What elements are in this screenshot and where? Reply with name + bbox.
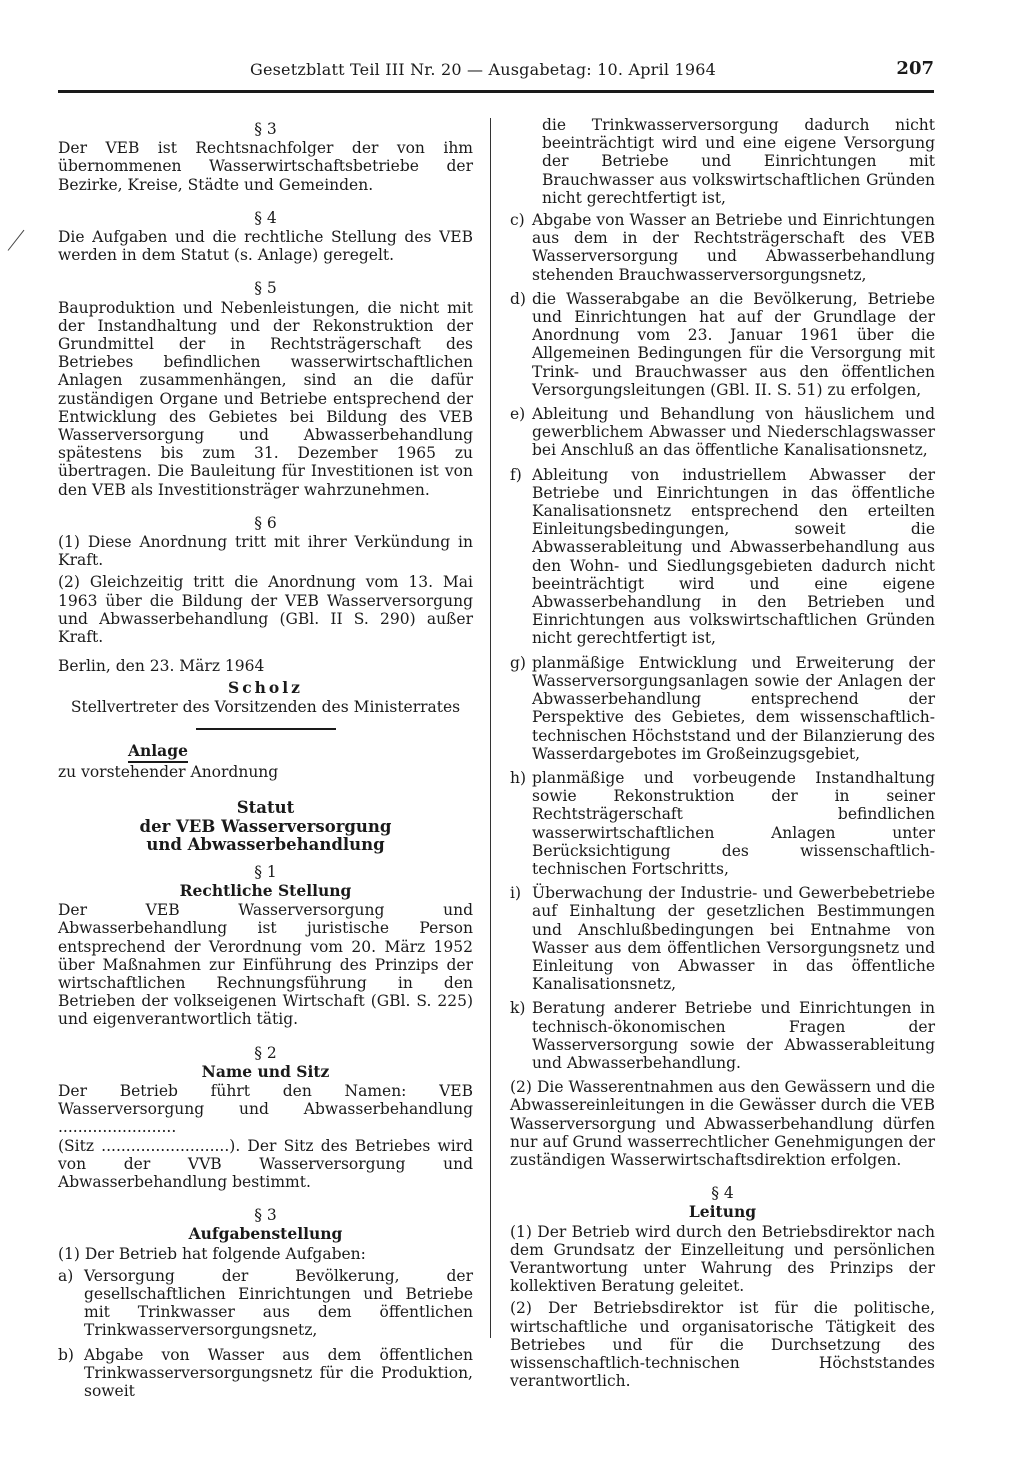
- statut-title: [58, 799, 473, 855]
- statut-section-2-heading: § 2: [254, 1043, 277, 1062]
- statut-title-line-3: und Abwasserbehandlung: [146, 835, 385, 855]
- list-item-label: d): [510, 289, 526, 308]
- list-item-label: h): [510, 768, 527, 787]
- statut-section-3-paragraph-2: (2) Die Wasserentnahmen aus den Gewässern und die Abwassereinleitungen in die Gewässer durch die VEB Wasserversorgung und Abwasserbehandlung dürfen nur auf Grund wasserrechtlicher Genehmigungen der zuständigen Wasserwirtschaftsdirektion erfolgen.: [510, 1078, 935, 1169]
- statut-section-2-line-2: (Sitz ..........................). Der Sitz des Betriebes wird von der VVB Wasserversorgung und Abwasserbehandlung bestimmt.: [58, 1136, 473, 1192]
- statut-section-3-title: Aufgabenstellung: [188, 1224, 343, 1244]
- section-4-text: Die Aufgaben und die rechtliche Stellung des VEB werden in dem Statut (s. Anlage) geregelt.: [58, 228, 473, 265]
- page-header: [58, 58, 934, 93]
- list-item-label: k): [510, 999, 526, 1018]
- page-number: 207: [896, 58, 934, 79]
- margin-pencil-mark: [8, 230, 25, 251]
- signer-name: Scholz: [228, 678, 303, 698]
- anlage-heading: Anlage: [128, 742, 188, 763]
- list-item: [510, 405, 935, 460]
- list-item-label: b): [58, 1345, 74, 1364]
- statut-section-4-paragraph-2: (2) Der Betriebsdirektor ist für die politische, wirtschaftliche und organisatorische Tätigkeit des Betriebes und für die Durchsetzung des wissenschaftlich-technischen Höchststandes verantwortlich.: [510, 1299, 935, 1391]
- list-item-text: Versorgung der Bevölkerung, der gesellschaftlichen Einrichtungen und Betriebe mit Trinkwasser aus dem öffentlichen Trinkwasserversorgungsnetz,: [84, 1266, 473, 1340]
- list-item: [510, 884, 935, 993]
- list-item: [510, 211, 935, 284]
- section-6-paragraph-1: (1) Diese Anordnung tritt mit ihrer Verkündung in Kraft.: [58, 533, 473, 570]
- list-item-label: c): [510, 211, 525, 230]
- signer-role: Stellvertreter des Vorsitzenden des Ministerrates: [70, 697, 461, 716]
- list-item-label: e): [510, 405, 526, 424]
- list-item-text: Ableitung von industriellem Abwasser der Betriebe und Einrichtungen in das öffentliche Kanalisationsnetz entsprechend den erteilten Einleitungsbedingungen, soweit die Abwasserableitung und Abwasserbehandlung aus den Wohn- und Siedlungsgebieten dadurch nicht beeinträchtigt wird und eine eigene Abwasserbehandlung in den Betrieben und Einrichtungen aus volkswirtschaftlichen Gründen nicht gerechtfertigt ist,: [532, 465, 935, 648]
- column-divider: [490, 118, 491, 1338]
- statut-section-4-heading: § 4: [711, 1184, 734, 1203]
- list-item-text: Überwachung der Industrie- und Gewerbebetriebe auf Einhaltung der gesetzlichen Bestimmungen und Anschlußbedingungen bei Entnahme von Wasser aus dem öffentlichen Versorgungsnetz und Einleitung von Abwasser in das öffentliche Kanalisationsnetz,: [532, 884, 935, 994]
- statut-title-line-2: der VEB Wasserversorgung: [139, 816, 392, 836]
- list-item-label: a): [58, 1266, 74, 1285]
- statut-section-3-heading: § 3: [254, 1206, 277, 1225]
- section-5-heading: § 5: [254, 279, 277, 298]
- right-column: [510, 116, 935, 1394]
- statut-section-2-title: Name und Sitz: [201, 1061, 330, 1081]
- list-item-text: Beratung anderer Betriebe und Einrichtungen in technisch-ökonomischen Fragen der Wasserversorgung sowie der Abwasserableitung und Abwasserbehandlung.: [532, 999, 935, 1072]
- statut-section-1-text: Der VEB Wasserversorgung und Abwasserbehandlung ist juristische Person entsprechend der Verordnung vom 20. März 1952 über Maßnahmen zur Einführung des Prinzips der wirtschaftlichen Rechnungsführung in den Betrieben der volkseigenen Wirtschaft (GBl. S. 225) und eigenverantwortlich tätig.: [58, 901, 473, 1029]
- list-item-text: die Wasserabgabe an die Bevölkerung, Betriebe und Einrichtungen hat auf der Grundlage der Anordnung vom 23. Januar 1961 über die Allgemeinen Bedingungen für die Versorgung mit Trink- und Brauchwasser aus den öffentlichen Versorgungsleitungen (GBl. II. S. 51) zu erfolgen,: [532, 289, 935, 399]
- left-column: [58, 116, 473, 1406]
- statut-section-4-paragraph-1: (1) Der Betrieb wird durch den Betriebsdirektor nach dem Grundsatz der Einzelleitung und persönlichen Verantwortung unter Wahrung des Prinzips der kollektiven Beratung geleitet.: [510, 1222, 935, 1296]
- place-date: Berlin, den 23. März 1964: [58, 657, 265, 676]
- statut-section-1-heading: § 1: [254, 862, 277, 881]
- list-item: [510, 999, 935, 1072]
- list-item-label: f): [510, 465, 522, 484]
- list-item-text: Ableitung und Behandlung von häuslichem und gewerblichem Abwasser und Niederschlagswasser bei Anschluß an das öffentliche Kanalisationsnetz,: [532, 405, 935, 460]
- list-item-text: Abgabe von Wasser an Betriebe und Einrichtungen aus dem in der Rechtsträgerschaft des VEB Wasserversorgung und Abwasserbehandlung stehenden Brauchwasserversorgungsnetz,: [532, 211, 935, 284]
- list-item: [510, 290, 935, 399]
- statut-section-4-title: Leitung: [688, 1202, 757, 1222]
- separator-rule: [196, 728, 336, 730]
- section-3-heading: § 3: [254, 120, 277, 138]
- list-item: [58, 1346, 473, 1401]
- section-3-text: Der VEB ist Rechtsnachfolger der von ihm übernommenen Wasserwirtschaftsbetriebe der Bezirke, Kreise, Städte und Gemeinden.: [58, 139, 473, 194]
- item-b-continuation: die Trinkwasserversorgung dadurch nicht beeinträchtigt wird und eine eigene Versorgung der Betriebe und Einrichtungen mit Brauchwasser aus volkswirtschaftlichen Gründen nicht gerechtfertigt ist,: [542, 116, 935, 207]
- section-5-text: Bauproduktion und Nebenleistungen, die nicht mit der Instandhaltung und der Rekonstruktion der Grundmittel der in Rechtsträgerschaft des Betriebes befindlichen wasserwirtschaftlichen Anlagen zusammenhängen, sind an die dafür zuständigen Organe und Betriebe entsprechend der Entwicklung des Gebietes bei Bildung des VEB Wasserversorgung und Abwasserbehandlung spätestens bis zum 31. Dezember 1965 zu übertragen. Die Bauleitung für Investitionen ist von den VEB als Investitionsträger wahrzunehmen.: [58, 298, 473, 499]
- list-item: [510, 654, 935, 763]
- section-4-heading: § 4: [254, 208, 277, 227]
- section-6-heading: § 6: [254, 513, 277, 532]
- list-item-text: planmäßige Entwicklung und Erweiterung der Wasserversorgungsanlagen sowie der Anlagen der Abwasserbehandlung entsprechend der Perspektive des Gebietes, dem wissenschaftlich-technischen Höchststand und der Bilanzierung des Wasserdargebotes im Großeinzugsgebiet,: [532, 653, 935, 763]
- statut-title-line-1: Statut: [236, 798, 295, 818]
- anlage-subtitle: zu vorstehender Anordnung: [58, 763, 279, 782]
- list-item-label: i): [510, 884, 522, 903]
- list-item-text: planmäßige und vorbeugende Instandhaltung sowie Rekonstruktion der in seiner Rechtsträgerschaft befindlichen wasserwirtschaftlichen Anlagen unter Berücksichtigung des wissenschaftlich-technischen Fortschritts,: [532, 768, 935, 878]
- list-item: [510, 466, 935, 648]
- list-item: [58, 1267, 473, 1340]
- list-item: [510, 769, 935, 878]
- statut-section-3-intro: (1) Der Betrieb hat folgende Aufgaben:: [58, 1244, 366, 1263]
- header-title: Gesetzblatt Teil III Nr. 20 — Ausgabetag: 10. April 1964: [250, 60, 716, 79]
- list-item-label: g): [510, 653, 526, 672]
- section-6-paragraph-2: (2) Gleichzeitig tritt die Anordnung vom 13. Mai 1963 über die Bildung der VEB Wasserversorgung und Abwasserbehandlung (GBl. II S. 290) außer Kraft.: [58, 573, 473, 647]
- list-item-text: Abgabe von Wasser aus dem öffentlichen Trinkwasserversorgungsnetz für die Produktion, soweit: [84, 1345, 473, 1401]
- statut-section-2-line-1: Der Betrieb führt den Namen: VEB Wasserversorgung und Abwasserbehandlung ........................: [58, 1082, 473, 1137]
- statut-section-1-title: Rechtliche Stellung: [179, 881, 352, 900]
